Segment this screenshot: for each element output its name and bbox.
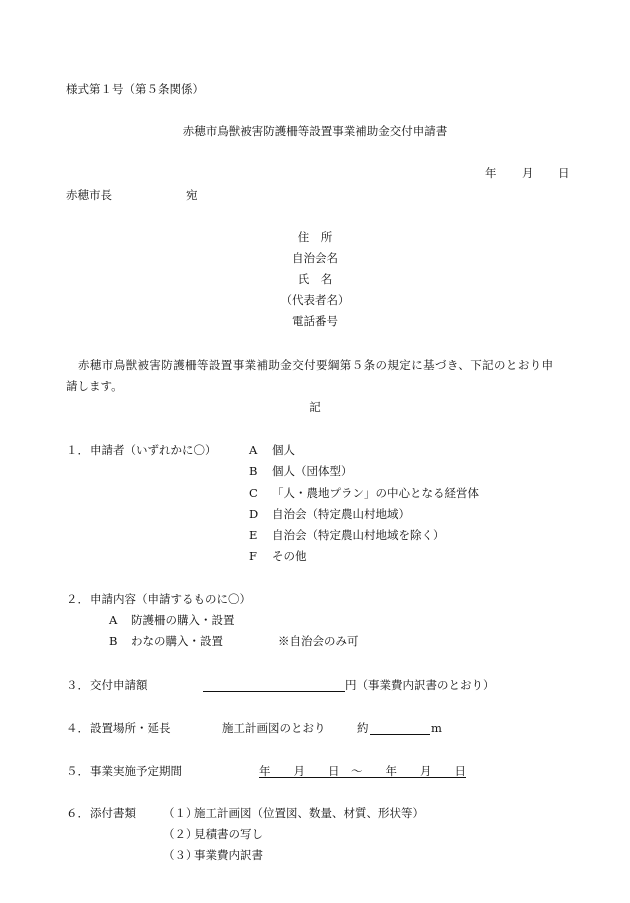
section-2-number: ２． [66, 592, 89, 606]
section-4-unit: m [431, 721, 442, 735]
document-title: 赤穂市鳥獣被害防護柵等設置事業補助金交付申請書 [182, 124, 448, 138]
section-2-heading: 申請内容（申請するものに〇） [90, 592, 251, 606]
section-3-heading: 交付申請額 [90, 678, 148, 692]
option-text: 個人 [272, 443, 295, 457]
option-text: その他 [272, 549, 307, 563]
option-letter: E [249, 528, 258, 542]
option-text: 個人（団体型） [272, 464, 353, 478]
section-5-heading: 事業実施予定期間 [90, 764, 182, 778]
period-line[interactable]: 年 月 日 ～ 年 月 日 [259, 764, 466, 778]
option-text: わなの購入・設置 [131, 634, 223, 648]
section-3-suffix: 円（事業費内訳書のとおり） [345, 678, 495, 692]
field-name: 氏 名 [297, 272, 333, 286]
option-letter: A [249, 443, 258, 457]
addressee-name: 赤穂市長 [66, 188, 112, 202]
attachment-text: 施工計画図（位置図、数量、材質、形状等） [194, 806, 424, 820]
field-address: 住 所 [297, 230, 333, 244]
option-letter: C [249, 486, 258, 500]
form-label: 様式第１号（第５条関係） [66, 82, 204, 96]
option-letter: F [249, 549, 257, 563]
attachment-number: （１） [163, 806, 198, 820]
option-text: 自治会（特定農山村地域） [272, 507, 410, 521]
section-4-heading: 設置場所・延長 [90, 721, 171, 735]
date-year: 年 [485, 166, 497, 180]
attachment-text: 事業費内訳書 [194, 848, 263, 862]
section-1-number: １． [66, 443, 89, 457]
field-association-name: 自治会名 [292, 251, 338, 265]
option-text: 自治会（特定農山村地域を除く） [272, 528, 445, 542]
attachment-text: 見積書の写し [194, 827, 263, 841]
body-line-2: 請します。 [66, 379, 123, 393]
body-line-1: 赤穂市鳥獣被害防護柵等設置事業補助金交付要綱第５条の規定に基づき、下記のとおり申 [78, 358, 554, 372]
section-1-heading: 申請者（いずれかに〇） [90, 443, 217, 457]
section-4-number: ４． [66, 721, 89, 735]
section-3-number: ３． [66, 678, 89, 692]
option-letter: D [249, 507, 259, 521]
attachment-number: （３） [163, 848, 198, 862]
option-letter: A [109, 613, 118, 627]
field-phone: 電話番号 [292, 314, 338, 328]
option-text: 「人・農地プラン」の中心となる経営体 [272, 486, 479, 500]
section-4-text: 施工計画図のとおり [222, 721, 326, 735]
section-6-number: ６． [66, 806, 89, 820]
attachment-number: （２） [163, 827, 198, 841]
option-letter: B [249, 464, 258, 478]
option-letter: B [109, 634, 118, 648]
section-6-heading: 添付書類 [90, 806, 136, 820]
option-text: 防護柵の購入・設置 [131, 613, 235, 627]
section-2-note: ※自治会のみ可 [278, 634, 359, 648]
length-blank[interactable] [370, 722, 430, 735]
section-5-number: ５． [66, 764, 89, 778]
ki-marker: 記 [309, 400, 321, 414]
date-month: 月 [522, 166, 534, 180]
addressee-suffix: 宛 [186, 188, 198, 202]
field-representative: （代表者名） [280, 293, 350, 307]
amount-blank[interactable] [203, 679, 345, 692]
date-day: 日 [558, 166, 570, 180]
section-4-approx: 約 [357, 721, 369, 735]
